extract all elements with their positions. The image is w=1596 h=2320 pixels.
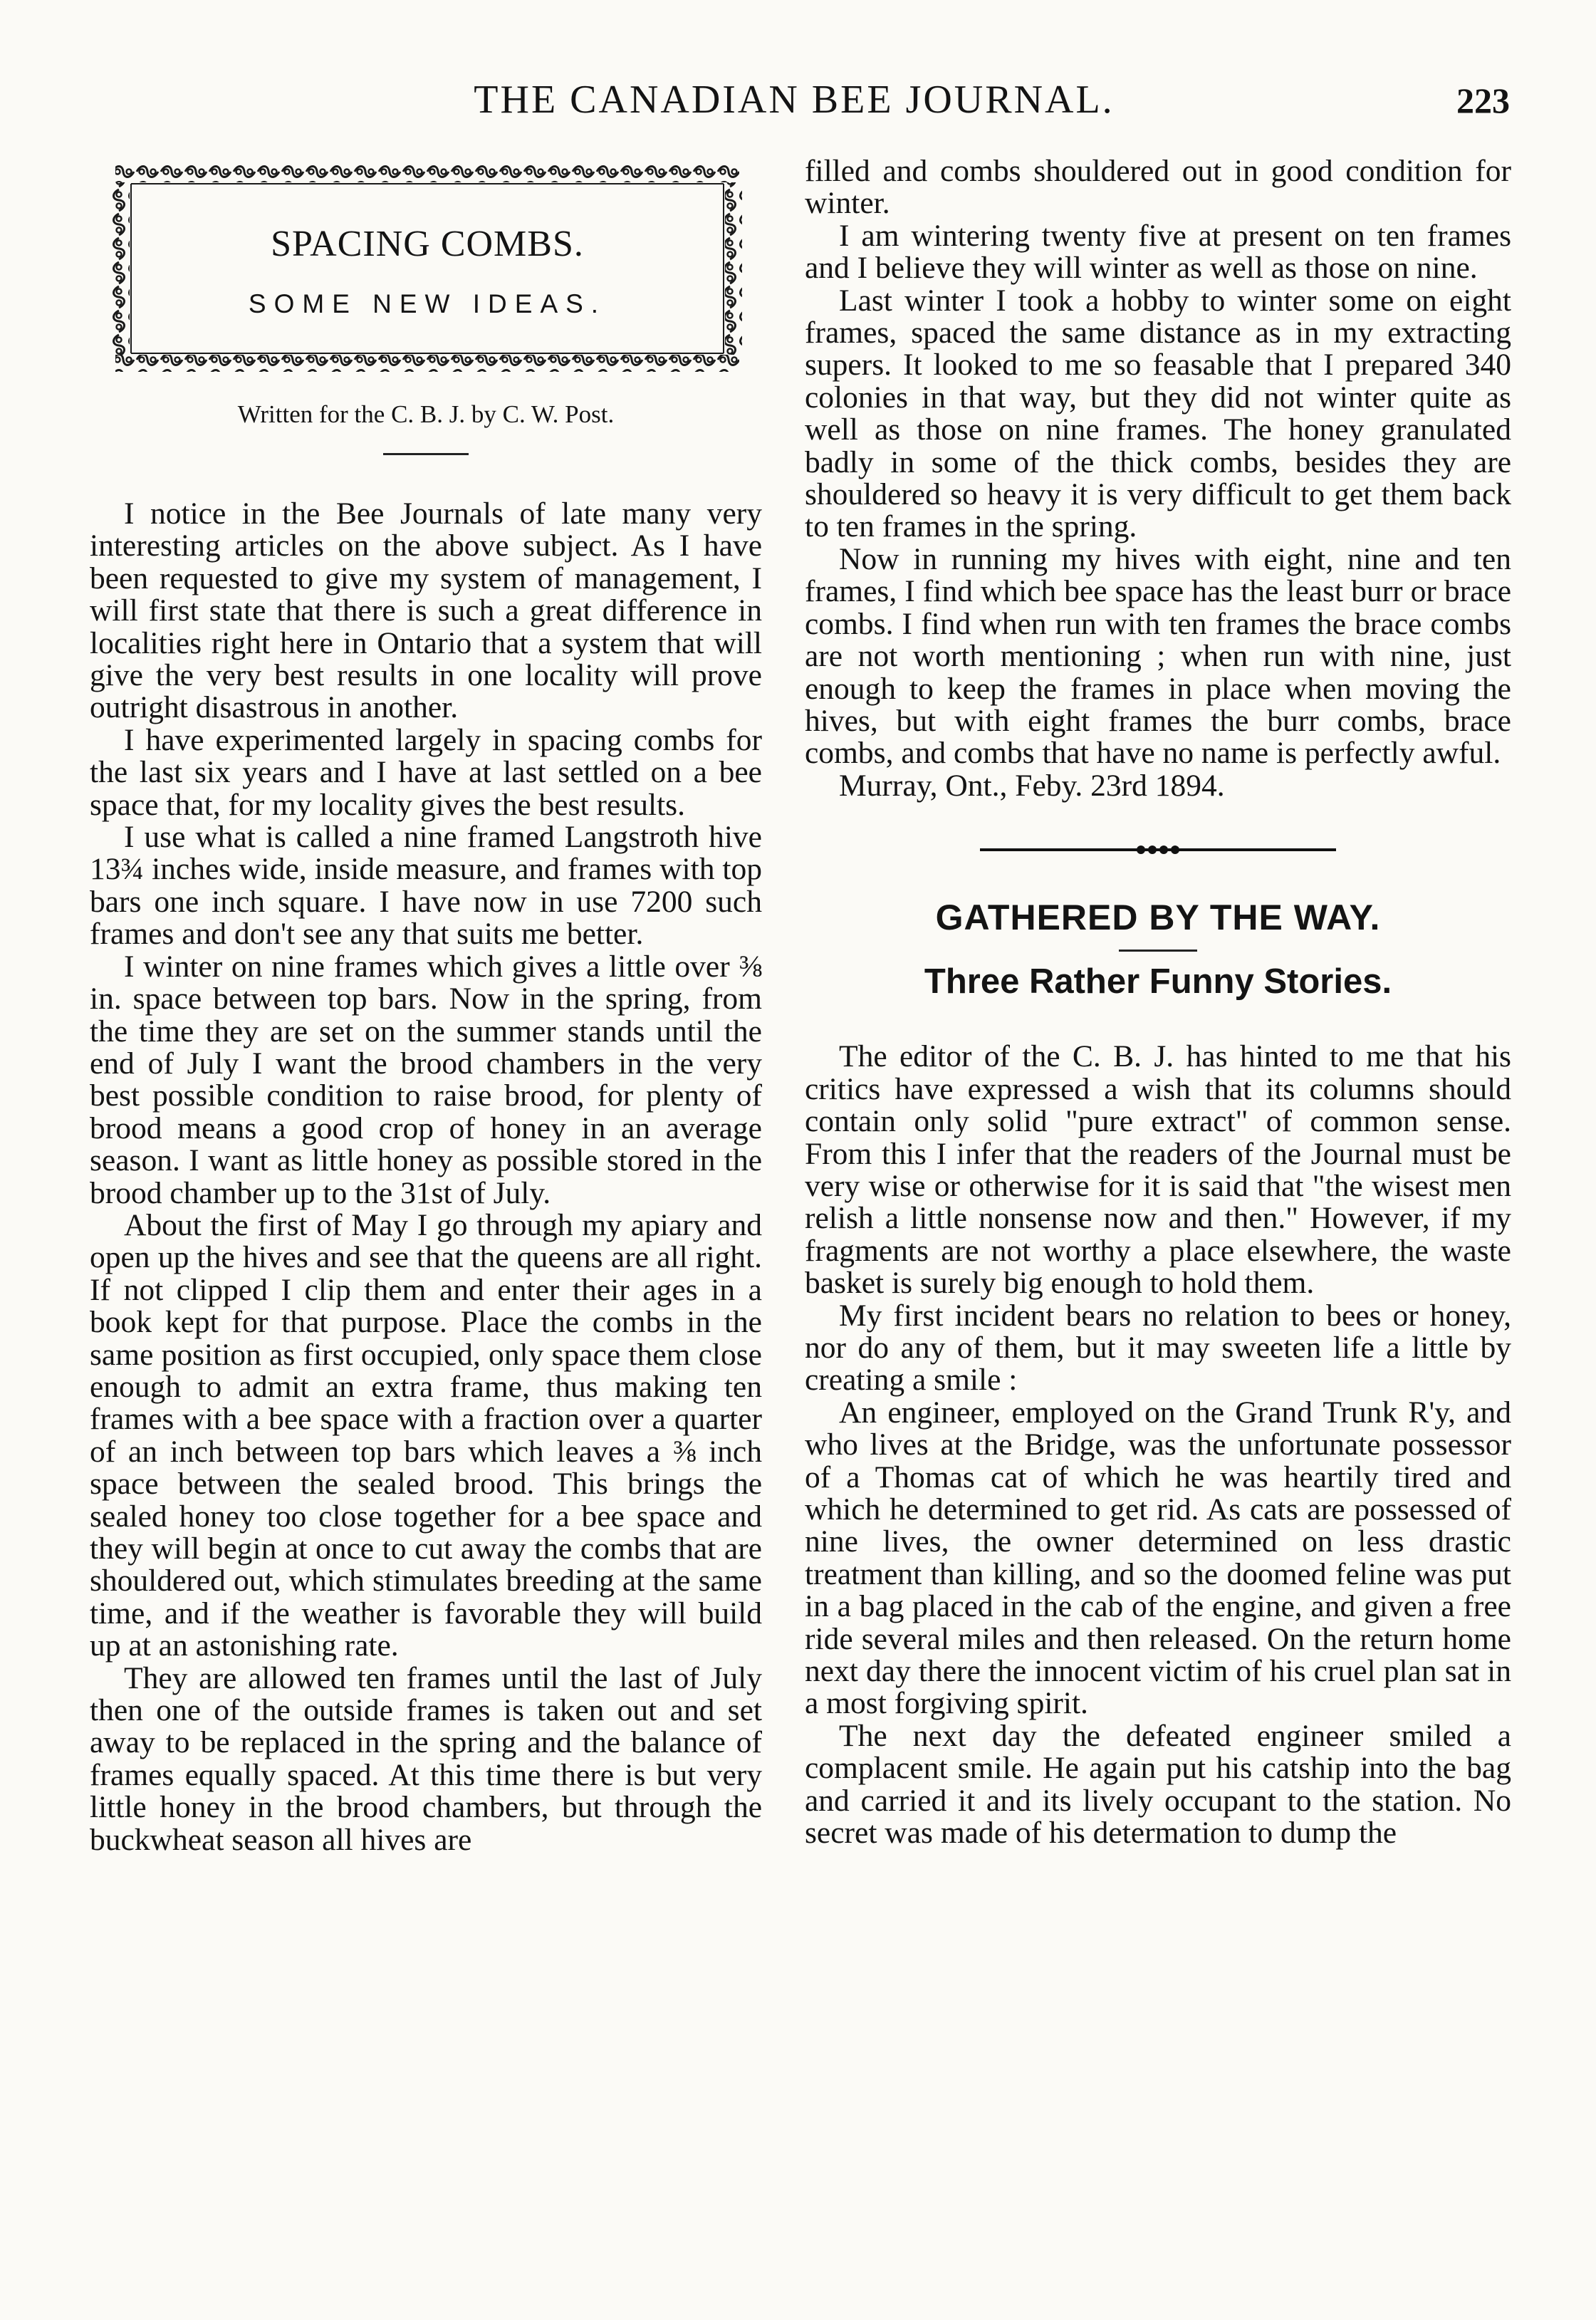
divider (383, 453, 469, 455)
article-paragraph: They are allowed ten frames until the last of July then one of the outside frames is taken out and set away to be replaced in the spring and the balance of frames equally spaced. At this time there is but very little honey in the brood chambers, but through the buckwheat season all hives are (90, 1660, 762, 1857)
article-paragraph: I notice in the Bee Journals of late many very interesting articles on the above subject. As I have been requested to give my system of management, I will first state that there is such a great difference in localities right here in Ontario that a system that will give the very best results in one locality will prove outright disastrous in another. (90, 496, 762, 725)
section-paragraph: My first incident bears no relation to bees or honey, nor do any of them, but it may sweeten life a little by creating a smile : (805, 1298, 1511, 1398)
article-paragraph: I have experimented largely in spacing combs for the last six years and I have at last settled on a bee space that, for my locality gives the best results. (90, 722, 762, 822)
ornament-rule-icon (973, 845, 1343, 855)
page-header (78, 77, 1510, 127)
article-paragraph: Last winter I took a hobby to winter some on eight frames, spaced the same distance as in my extracting supers. It looked to me so feasable that I prepared 340 colonies in that way, but they did not winter quite as well as those on nine frames. The honey granulated badly in some of the thick combs, besides they are shouldered so heavy it is very difficult to get them back to ten frames in the spring. (805, 283, 1511, 544)
section-title: GATHERED BY THE WAY. (935, 897, 1381, 937)
section-paragraph: An engineer, employed on the Grand Trunk R'y, and who lives at the Bridge, was the unfortunate possessor of a Thomas cat of which he was heartily tired and which he determined to get rid. As cats are possessed of nine lives, the owner determined on less drastic treatment than killing, and so the doomed feline was put in a bag placed in the cab of the engine, and given a free ride several miles and then released. On the return home next day there the innocent victim of his cruel plan sat in a most forgiving spirit. (805, 1395, 1511, 1721)
article-paragraph: I am wintering twenty five at present on ten frames and I believe they will winter as well as those on nine. (805, 218, 1511, 286)
article-title-box (111, 164, 744, 375)
page-number: 223 (1456, 80, 1510, 120)
ornamental-border-icon (111, 164, 744, 375)
article-dateline: Murray, Ont., Feby. 23rd 1894. (839, 768, 1225, 803)
left-column (90, 155, 762, 1856)
journal-title: THE CANADIAN BEE JOURNAL. (474, 78, 1115, 122)
right-column (805, 155, 1511, 1850)
article-continuation: filled and combs shouldered out in good condition for winter. (805, 154, 1511, 221)
article-title: SPACING COMBS. (271, 224, 584, 264)
section-paragraph: The next day the defeated engineer smiled a complacent smile. He again put his catship into the bag and carried it and its lively occupant to the station. No secret was made of his determation to dump the (805, 1718, 1511, 1851)
article-subtitle: SOME NEW IDEAS. (248, 289, 607, 318)
section-subtitle: Three Rather Funny Stories. (924, 962, 1392, 1001)
article-byline: Written for the C. B. J. by C. W. Post. (237, 400, 615, 428)
section-paragraph: The editor of the C. B. J. has hinted to me that his critics have expressed a wish that its columns should contain only solid "pure extract" of common sense. From this I infer that the readers of the Journal must be very wise or otherwise for it is said that "the wisest men relish a little nonsense now and then." However, if my fragments are not worthy a place elsewhere, the waste basket is surely big enough to hold them. (805, 1039, 1511, 1301)
divider (1119, 950, 1197, 952)
article-paragraph: I use what is called a nine framed Langstroth hive 13¾ inches wide, inside measure, and frames with top bars one inch square. I have now in use 7200 such frames and don't see any that suits me better. (90, 820, 762, 952)
article-paragraph: I winter on nine frames which gives a little over ⅜ in. space between top bars. Now in the spring, from the time they are set on the summer stands until the end of July I want the brood chambers in the very best possible condition to raise brood, for plenty of brood means a good crop of honey in an average season. I want as little honey as possible stored in the brood chamber up to the 31st of July. (90, 949, 762, 1210)
ornamental-divider (805, 829, 1511, 861)
article-paragraph: About the first of May I go through my apiary and open up the hives and see that the queens are all right. If not clipped I clip them and enter their ages in a book kept for that purpose. Place the combs in the same position as first occupied, only space them close enough to admit an extra frame, thus making ten frames with a bee space with a fraction over a quarter of an inch between top bars which leaves a ⅜ inch space between the sealed brood. This brings the sealed honey too close together for a bee space and they will begin at once to cut away the combs that are shouldered out, which stimulates breeding at the same time, and if the weather is favorable they will build up at an astonishing rate. (90, 1207, 762, 1663)
article-paragraph: Now in running my hives with eight, nine and ten frames, I find which bee space has the least burr or brace combs. I find when run with ten frames the brace combs are not worth mentioning ; when run with nine, just enough to keep the frames in place when moving the hives, but with eight frames the burr combs, brace combs, and combs that have no name is perfectly awful. (805, 541, 1511, 771)
